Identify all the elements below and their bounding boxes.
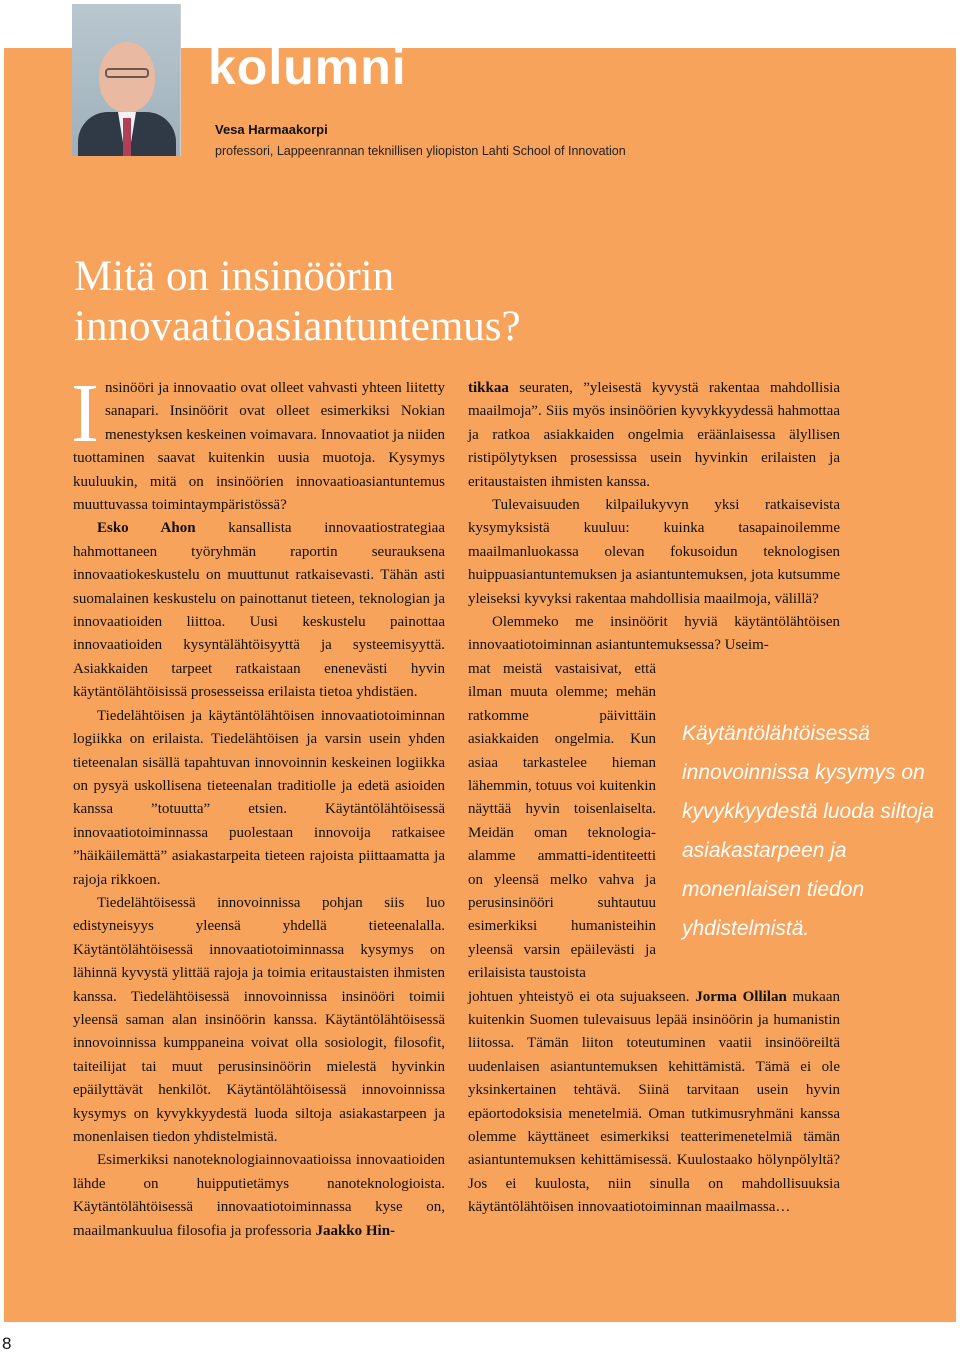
- section-label: kolumni: [208, 39, 407, 95]
- paragraph-2-text: kansallista innovaatiostrategiaa hahmottaneen työryhmän raportin seurauksena innovaatiokeskustelu on muuttunut ratkaisevasti. Tähän asti suomalainen keskustelu on painottanut tieteen, teknologian ja innovaatioiden liittoa. Uusi keskustelu painottaa innovaatioiden kysyntälähtöisyyttä ja systeemisyyttä. Asiakkaiden tarpeet ratkaistaan enenevästi hyvin käytäntölähtöisissä prosesseissa erilaista tietoa yhdistäen.: [73, 520, 445, 701]
- paragraph-6: Tulevaisuuden kilpailukyvyn yksi ratkaisevista kysymyksistä kuuluu: kuinka tasapainoilemme maailmanluokassa olevan fokusoidun teknologisen huippuasiantuntemuksen ja asiantuntemuksen, jota kutsumme yleiseksi kyvyksi rakentaa mahdollisia maailmoja, välillä?: [468, 497, 840, 607]
- photo-tie: [123, 118, 131, 156]
- paragraph-7-end-text: johtuen yhteistyö ei ota sujuakseen.: [468, 988, 696, 1005]
- paragraph-1: [71, 367, 445, 517]
- paragraph-7-end-rest: mukaan kuitenkin Suomen tulevaisuus lepää insinöörin ja humanistin liitossa. Tämän liiton toteutuminen vaatii insinööreiltä uudenlaisen asiantuntemuksen kehittämistä. Tämä ei ole yksinkertainen tehtävä. Siinä tarvitaan usein hyvin epäortodoksisia menetelmiä. Oman tutkimusryhmäni kanssa olemme käyttäneet esimerkiksi teatterimenetelmiä tämän asiantuntemuksen kehittämisessä. Kuulostaako hölynpölyltä? Jos ei kuulosta, niin sinulla on mahdollisuuksia käytäntölähtöisen innovaatiotoiminnan maailmassa…: [468, 988, 840, 1216]
- paragraph-5-end: seuraten, ”yleisestä kyvystä rakentaa mahdollisia maailmoja”. Siis myös insinöörien kyvykkyydessä hahmottaa ja ratkoa asiakkaiden ongelmia eräänlaisessa älyllisen ristipölytyksen prosessissa usein hyvinkin erilaisten ja eritaustaisten ihmisten kanssa.: [468, 380, 840, 490]
- article-title: [74, 252, 874, 352]
- paragraph-3: Tiedelähtöisen ja käytäntölähtöisen innovaatiotoiminnan logiikka on erilaista. Tiedelähtöisen ja varsin usein yhden tieteenalan sisällä tapahtuvan innovoinnin keskeinen logiikka on pysyä uskollisena tieteenalan traditiolle ja edetä asioiden kanssa ”totuutta” etsien. Käytäntölähtöisessä innovaatiotoiminnassa puolestaan innovoija ratkaisee ”häikäilemättä” asiakastarpeita tieteen rajoista piittaamatta ja rajoja rikkoen.: [73, 707, 445, 888]
- pull-quote: Käytäntölähtöisessä innovoinnissa kysymys on kyvykkyydestä luoda siltoja asiakastarpeen ja monenlaisen tiedon yhdistelmistä.: [682, 722, 935, 940]
- paragraph-5: [73, 1149, 445, 1243]
- person-name: Esko Ahon: [97, 520, 196, 537]
- title-line-1: Mitä on insinöörin: [74, 253, 395, 300]
- photo-glasses: [105, 68, 149, 78]
- person-name: Jaakko Hin-: [315, 1222, 396, 1239]
- author-title: professori, Lappeenrannan teknillisen yliopiston Lahti School of Innovation: [215, 144, 626, 158]
- author-photo: [72, 4, 181, 156]
- paragraph-1-text: nsinööri ja innovaatio ovat olleet vahvasti yhteen liitetty sanapari. Insinöörit ovat olleet esimerkiksi Nokian menestyksen keskeinen voimavara. Innovaatiot ja niiden tuottaminen saavat kuitenkin uusia muotoja. Kysymys kuuluukin, mitä on insinöörien innovaatioasiantuntemus muuttuvassa toimintaympäristössä?: [73, 380, 445, 514]
- paragraph-7-narrow: mat meistä vastaisivat, että ilman muuta olemme; mehän ratkomme päivittäin asiakkaiden ongelmia. Kun asiaa tarkastelee hieman lähemmin, totuus voi kuitenkin näyttää hyvin toisenlaiselta. Meidän oman teknologia-alamme ammatti-identiteetti on yleensä melko vahva ja perusinsinööri suhtautuu esimerkiksi humanisteihin yleensä varsin epäilevästi ja erilaisista taustoista: [468, 660, 656, 982]
- page-number: 8: [2, 1334, 12, 1353]
- person-name: Jorma Ollilan: [695, 988, 787, 1005]
- paragraph-5-text: Esimerkiksi nanoteknologiainnovaatioissa innovaatioiden lähde on huipputietämys nanoteknologioista. Käytäntölähtöisessä innovaatiotoiminnassa kyse on, maailmankuulua filosofia ja professoria: [73, 1152, 445, 1239]
- paragraph-4: Tiedelähtöisessä innovoinnissa pohjan siis luo edistyneisyys yleensä yhdellä tieteenalalla. Käytäntölähtöisessä innovaatiotoiminnassa kysymys on lähinnä kyvystä ylittää rajoja ja toimia eritaustaisten ihmisten kanssa. Tiedelähtöisessä innovoinnissa insinööri toimii yleensä saman alan insinöörin kanssa. Käytäntölähtöisessä innovoinnissa kumppaneina voivat olla sosiologit, filosofit, taiteilijat tai muut perusinsinöörin mielestä hyvinkin epäilyttävät henkilöt. Käytäntölähtöisessä innovoinnissa kysymys on kyvykkyydestä luoda siltoja asiakastarpeen ja monenlaisen tiedon yhdistelmistä.: [73, 894, 445, 1145]
- paragraph-7-end: [468, 986, 840, 1220]
- paragraph-5-continued: [468, 377, 840, 494]
- title-line-2: innovaatioasiantuntemus?: [74, 303, 521, 350]
- left-column: [71, 367, 445, 1243]
- drop-cap: I: [71, 367, 99, 460]
- author-name: Vesa Harmaakorpi: [215, 122, 328, 137]
- person-name: tikkaa: [468, 380, 509, 396]
- paragraph-7: Olemmeko me insinöörit hyviä käytäntölähtöisen innovaatiotoiminnan asiantuntemuksessa? Useim-: [468, 614, 840, 654]
- paragraph-2: [73, 517, 445, 704]
